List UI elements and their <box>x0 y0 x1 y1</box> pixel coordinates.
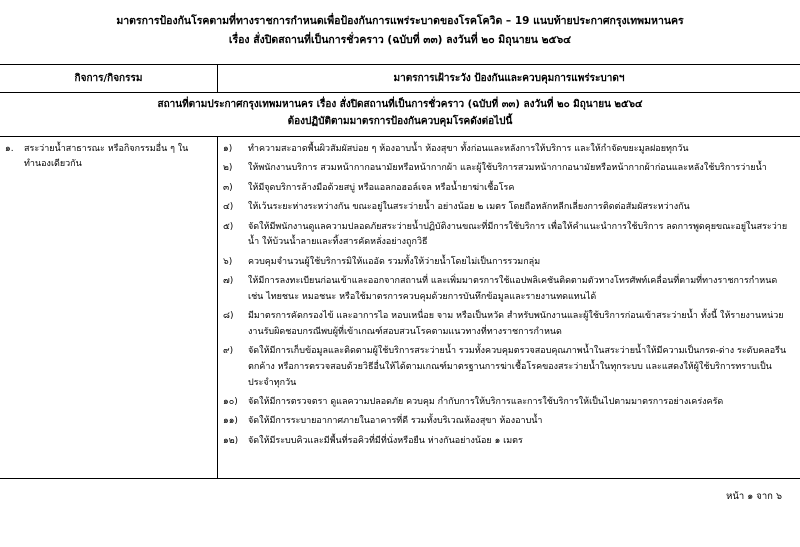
header-bottom-border <box>0 92 800 93</box>
list-item-text: ให้พนักงานบริการ สวมหน้ากากอนามัยหรือหน้ากากผ้า และผู้ใช้บริการสวมหน้ากากอนามัยหรือหน้ากากผ้าก่อนและหลังใช้บริการว่ายน้ำ <box>248 163 767 174</box>
measures-list <box>223 142 791 453</box>
list-item-text: มีมาตรการคัดกรองไข้ และอาการไอ หอบเหนื่อย จาม หรือเป็นหวัด สำหรับพนักงานและผู้ใช้บริการก่อนเข้าสระว่ายน้ำ ทั้งนี้ ให้รายงานหน่วยงานรับผิดชอบกรณีพบผู้ที่เข้าเกณฑ์สอบสวนโรคตามแนวทางที่ทางราชการกำหนด <box>248 311 784 337</box>
list-item-text: ให้เว้นระยะห่างระหว่างกัน ขณะอยู่ในสระว่ายน้ำ อย่างน้อย ๒ เมตร โดยถือหลักหลีกเลี่ยงการติดต่อสัมผัสระหว่างกัน <box>248 202 690 213</box>
list-item-number: ๕) <box>223 221 234 232</box>
list-item-text: จัดให้มีการเก็บข้อมูลและติดตามผู้ใช้บริการสระว่ายน้ำ รวมทั้งควบคุมตรวจสอบคุณภาพน้ำในสระว่ายน้ำให้มีความเป็นกรด-ด่าง ระดับคลอรีนตกค้าง หรือการตรวจสอบด้วยวิธีอื่นให้ได้ตามเกณฑ์มาตรฐานการฆ่าเชื้อโรคของสระว่ายน้ำในทุกระบบ และแสดงให้ผู้ใช้บริการทราบเป็นประจำทุกวัน <box>248 346 787 388</box>
header-activity: กิจการ/กิจกรรม <box>74 73 143 84</box>
header-measures: มาตรการเฝ้าระวัง ป้องกันและควบคุมการแพร่ระบาดฯ <box>393 73 625 84</box>
list-item-number: ๙) <box>223 346 234 357</box>
list-item-number: ๖) <box>223 256 233 267</box>
document-title-line2: เรื่อง สั่งปิดสถานที่เป็นการชั่วคราว (ฉบับที่ ๓๓) ลงวันที่ ๒๐ มิถุนายน ๒๕๖๔ <box>228 34 572 46</box>
list-item <box>223 395 791 411</box>
list-item-text: ทำความสะอาดพื้นผิวสัมผัสบ่อย ๆ ห้องอาบน้ำ ห้องสุขา ทั้งก่อนและหลังการให้บริการ และให้กำจัดขยะมูลฝอยทุกวัน <box>248 144 689 154</box>
list-item-text: ควบคุมจำนวนผู้ใช้บริการมิให้แออัด รวมทั้งให้ว่ายน้ำโดยไม่เป็นการรวมกลุ่ม <box>248 256 541 267</box>
page-number: หน้า ๑ จาก ๖ <box>726 491 782 502</box>
document-title-line1: มาตรการป้องกันโรคตามที่ทางราชการกำหนดเพื่อป้องกันการแพร่ระบาดของโรคโควิด – 19 แนบท้ายประกาศกรุงเทพมหานคร <box>116 15 684 27</box>
list-item <box>223 309 791 340</box>
list-item-number: ๗) <box>223 276 234 287</box>
list-item-text: จัดให้มีการระบายอากาศภายในอาคารที่ดี รวมทั้งบริเวณห้องสุขา ห้องอาบน้ำ <box>248 416 543 427</box>
list-item-text: จัดให้มีระบบคิวและมีพื้นที่รอคิวที่มีที่นั่งหรือยืน ห่างกันอย่างน้อย ๑ เมตร <box>248 435 523 446</box>
list-item <box>223 414 791 430</box>
list-item-text: จัดให้มีการตรวจตรา ดูแลความปลอดภัย ควบคุม กำกับการให้บริการและการใช้บริการให้เป็นไปตามมาตรการอย่างเคร่งครัด <box>248 397 724 408</box>
list-item-number: ๔) <box>223 202 234 213</box>
list-item-text: ให้มีการลงทะเบียนก่อนเข้าและออกจากสถานที่ และเพิ่มมาตรการใช้แอปพลิเคชันติดตามตัวทางโทรศัพท์เคลื่อนที่ตามที่ทางราชการกำหนด เช่น ไทยชนะ หมอชนะ หรือใช้มาตรการควบคุมด้วยการบันทึกข้อมูลและรายงานทดแทนได้ <box>248 276 778 302</box>
list-item <box>223 344 791 391</box>
list-item-text: จัดให้มีพนักงานดูแลความปลอดภัยสระว่ายน้ำปฏิบัติงานขณะที่มีการใช้บริการ เพื่อให้คำแนะนำการใช้บริการ ลดการพูดคุยขณะอยู่ในสระว่ายน้ำ ให้บ้วนน้ำลายและทิ้งสารคัดหลั่งอย่างถูกวิธี <box>248 221 788 248</box>
list-item-number: ๘) <box>223 311 234 322</box>
list-item-number: ๑) <box>223 144 233 154</box>
list-item <box>223 220 791 251</box>
list-item-number: ๑๐) <box>223 397 238 408</box>
list-item <box>223 181 791 197</box>
list-item-number: ๑๒) <box>223 435 239 446</box>
list-item <box>223 200 791 216</box>
list-item-number: ๒) <box>223 163 233 174</box>
list-item-number: ๓) <box>223 182 233 193</box>
list-item-text: ให้มีจุดบริการล้างมือด้วยสบู่ หรือแอลกอฮอล์เจล หรือน้ำยาฆ่าเชื้อโรค <box>248 182 515 193</box>
activity-number: ๑. <box>5 144 14 154</box>
list-item <box>223 274 791 305</box>
section-heading-line1: สถานที่ตามประกาศกรุงเทพมหานคร เรื่อง สั่งปิดสถานที่เป็นการชั่วคราว (ฉบับที่ ๓๓) ลงวันที่ ๒๐ มิถุนายน ๒๕๖๔ <box>157 99 643 110</box>
section-heading-line2: ต้องปฏิบัติตามมาตรการป้องกันควบคุมโรคดังต่อไปนี้ <box>287 116 513 127</box>
section-bottom-border <box>0 136 800 137</box>
activity-name: สระว่ายน้ำสาธารณะ หรือกิจกรรมอื่น ๆ ในทำนองเดียวกัน <box>24 144 189 169</box>
list-item <box>223 142 791 158</box>
table-bottom-border <box>0 478 800 479</box>
list-item-number: ๑๑) <box>223 416 238 427</box>
list-item <box>223 434 791 450</box>
list-item <box>223 161 791 177</box>
body-column-divider <box>217 136 218 479</box>
list-item <box>223 255 791 271</box>
